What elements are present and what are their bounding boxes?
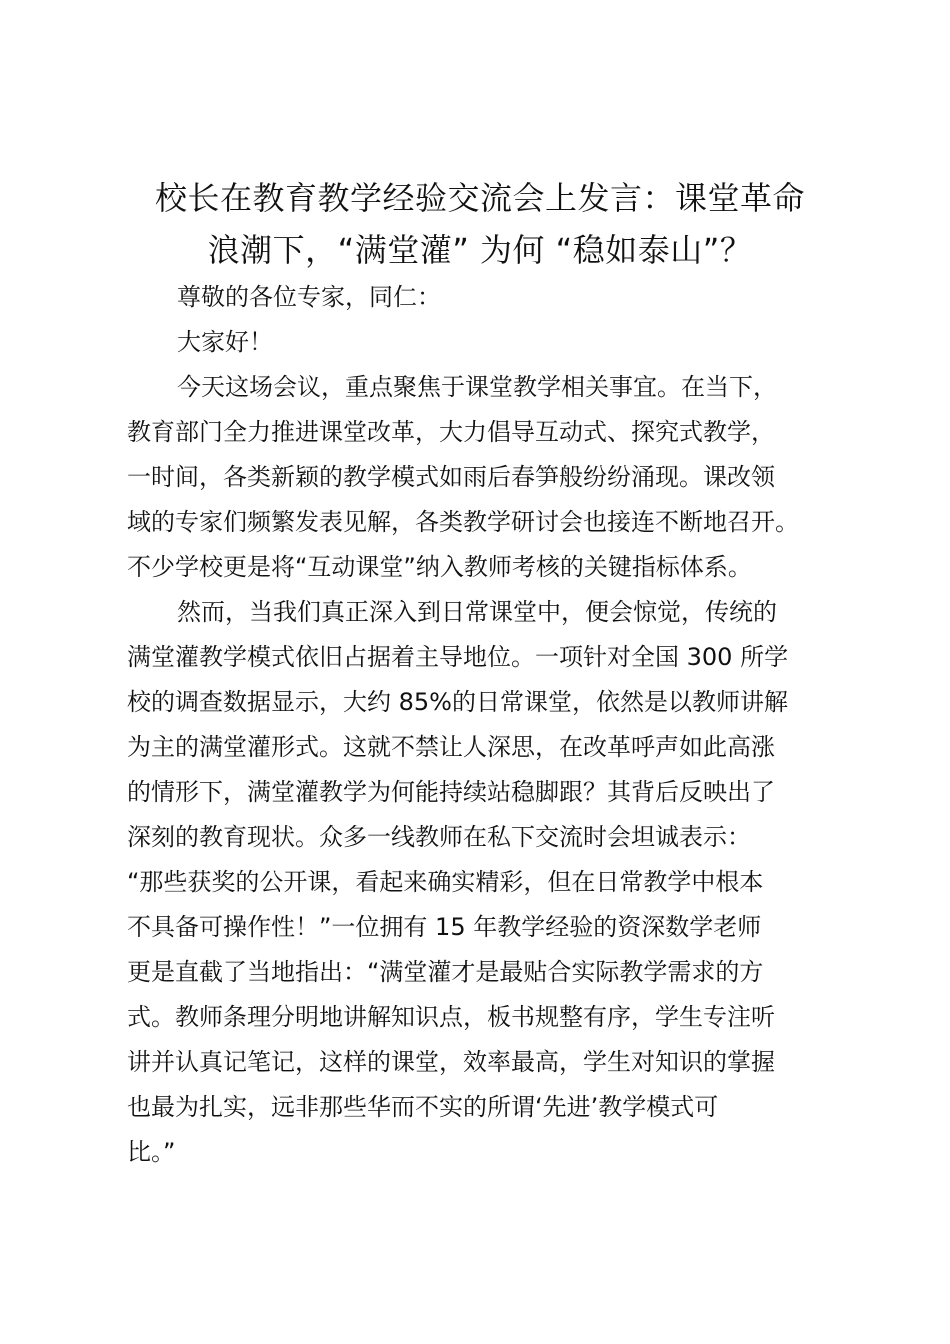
paragraph-2-line: 不具备可操作性！”一位拥有 15 年教学经验的资深数学老师: [127, 913, 762, 941]
paragraph-1: [127, 365, 847, 590]
paragraph-2: [127, 590, 847, 1175]
paragraph-2-line: 然而，当我们真正深入到日常课堂中，便会惊觉，传统的: [177, 598, 777, 626]
paragraph-1-line: 今天这场会议，重点聚焦于课堂教学相关事宜。在当下，: [177, 373, 777, 401]
salutation: 尊敬的各位专家，同仁：: [177, 283, 441, 311]
paragraph-1-line: 一时间，各类新颖的教学模式如雨后春笋般纷纷涌现。课改领: [127, 463, 775, 491]
paragraph-1-line: 教育部门全力推进课堂改革，大力倡导互动式、探究式教学，: [127, 418, 775, 446]
paragraph-1-line: 域的专家们频繁发表见解，各类教学研讨会也接连不断地召开。: [127, 508, 799, 536]
paragraph-2-line: 满堂灌教学模式依旧占据着主导地位。一项针对全国 300 所学: [127, 643, 789, 671]
paragraph-1-line: 不少学校更是将“互动课堂”纳入教师考核的关键指标体系。: [127, 553, 752, 581]
greeting: 大家好！: [177, 328, 273, 356]
paragraph-2-line: 也最为扎实，远非那些华而不实的所谓‘先进’教学模式可: [127, 1093, 719, 1121]
paragraph-2-line: 为主的满堂灌形式。这就不禁让人深思，在改革呼声如此高涨: [127, 733, 775, 761]
paragraph-2-line: “那些获奖的公开课，看起来确实精彩，但在日常教学中根本: [127, 868, 764, 896]
paragraph-2-line: 更是直截了当地指出：“满堂灌才是最贴合实际教学需求的方: [127, 958, 764, 986]
document-body: [127, 275, 847, 1175]
title-line-1: 校长在教育教学经验交流会上发言：课堂革命: [154, 179, 805, 217]
paragraph-2-line: 讲并认真记笔记，这样的课堂，效率最高，学生对知识的掌握: [127, 1048, 775, 1076]
paragraph-2-line: 式。教师条理分明地讲解知识点，板书规整有序，学生专注听: [127, 1003, 775, 1031]
title-line-2: 浪潮下，“满堂灌” 为何 “稳如泰山”？: [207, 231, 753, 269]
paragraph-2-line: 校的调查数据显示，大约 85%的日常课堂，依然是以教师讲解: [127, 688, 788, 716]
paragraph-2-line: 比。”: [127, 1138, 176, 1166]
document-title: [110, 172, 850, 276]
paragraph-2-line: 的情形下，满堂灌教学为何能持续站稳脚跟？其背后反映出了: [127, 778, 775, 806]
paragraph-2-line: 深刻的教育现状。众多一线教师在私下交流时会坦诚表示：: [127, 823, 751, 851]
